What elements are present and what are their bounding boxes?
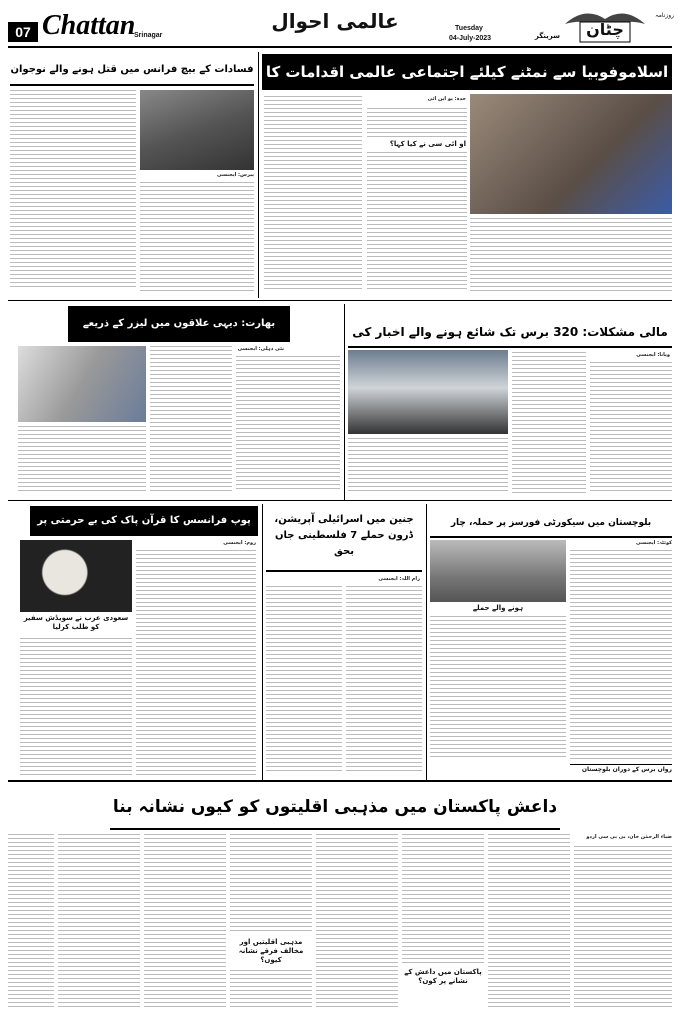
- islamophobia-body-col4: [470, 218, 672, 292]
- daesh-subheading-2: پاکستان میں داعش کے نشانے پر کون؟: [404, 968, 482, 985]
- jenin-body-col2: [266, 586, 342, 774]
- pope-body-col1: [136, 550, 256, 776]
- daesh-headline: داعش پاکستان میں مذہبی اقلیتوں کو کیوں نشانہ بنا: [110, 786, 560, 830]
- col-divider-4: [426, 504, 427, 780]
- france-byline: پیرس: ایجنسی: [216, 172, 254, 178]
- laser-byline: نئی دہلی: ایجنسی: [237, 346, 284, 352]
- laser-photo: [18, 346, 146, 422]
- row-divider-3: [8, 780, 672, 782]
- row-divider-2: [8, 500, 672, 501]
- france-body-col2: [140, 182, 254, 292]
- page-number: 07: [8, 22, 38, 42]
- laser-body-col2: [150, 346, 232, 492]
- paper-photo: [348, 350, 508, 434]
- masthead-city: سرینگر: [534, 32, 560, 40]
- daesh-body-col5: [230, 834, 312, 934]
- laser-headline: بھارت: دیہی علاقوں میں لیزر کے ذریعے: [68, 306, 290, 342]
- daesh-body-col4: [316, 834, 398, 1010]
- daesh-body-col9: [8, 834, 54, 1010]
- paper-headline: مالی مشکلات: 320 برس تک شائع ہونے والے اخبار کی: [348, 318, 672, 348]
- balochistan-caption: رواں برس کے دوران بلوچستان: [570, 764, 672, 776]
- masthead-day: Tuesday: [455, 25, 483, 32]
- islamophobia-body-col3: [264, 96, 362, 292]
- daesh-byline: ضیاء الرحمٰن خان، بی بی سی اردو: [586, 834, 672, 840]
- paper-body-col2: [512, 352, 586, 494]
- balochistan-body-col2: [430, 616, 566, 760]
- france-headline: فسادات کے بیچ فرانس میں قتل ہونے والے نوجوان: [10, 56, 254, 86]
- daesh-body-col6: [230, 970, 312, 1010]
- laser-body-col1: [236, 356, 340, 492]
- daesh-body-col1: [574, 846, 672, 1010]
- jenin-body-col1: [346, 586, 422, 774]
- islamophobia-body-col1: [367, 108, 467, 138]
- balochistan-body-col1: [570, 550, 672, 760]
- col-divider-3: [262, 504, 263, 780]
- pope-headline: پوپ فرانسس کا قرآن پاک کی بے حرمتی پر: [30, 506, 258, 536]
- paper-byline: ویانا: ایجنسی: [636, 352, 670, 358]
- daily-urdu: روزنامہ: [655, 12, 674, 19]
- daesh-body-col3: [402, 834, 484, 964]
- jenin-headline: جنین میں اسرائیلی آپریشن، ڈرون حملے 7 فلسطینی جاں بحق: [266, 508, 422, 572]
- daesh-body-col2: [488, 834, 570, 1010]
- jenin-byline: رام اللہ: ایجنسی: [378, 576, 420, 582]
- col-divider-2: [344, 304, 345, 500]
- brand-english: Chattan: [42, 10, 136, 41]
- balochistan-byline: کوئٹہ: ایجنسی: [635, 540, 672, 546]
- row-divider-1: [8, 300, 672, 301]
- daesh-body-col8: [58, 834, 140, 1010]
- balochistan-subheading: ہونے والے حملے: [472, 604, 524, 612]
- france-body-col1: [10, 90, 136, 290]
- section-title: عالمی احوال: [271, 9, 399, 33]
- islamophobia-photo: [470, 94, 672, 214]
- pope-body-col2: [20, 638, 132, 776]
- pope-subheading: سعودی عرب نے سویڈش سفیر کو طلب کرلیا: [23, 614, 129, 631]
- brand-city: Srinagar: [134, 32, 163, 39]
- balochistan-headline: بلوچستان میں سیکورٹی فورسز پر حملہ، چار: [430, 510, 672, 538]
- islamophobia-body-col2: [367, 152, 467, 292]
- balochistan-photo: [430, 540, 566, 602]
- france-photo: [140, 90, 254, 170]
- daesh-subheading-1: مذہبی اقلیتیں اور مخالف فرقے نشانہ کیوں؟: [238, 938, 304, 964]
- pope-photo: [20, 540, 132, 612]
- laser-body-col3: [18, 426, 146, 492]
- paper-body-col3: [348, 438, 508, 494]
- islamophobia-headline: اسلاموفوبیا سے نمٹنے کیلئے اجتماعی عالمی اقدامات کا: [262, 54, 672, 90]
- masthead-date: 04-July-2023: [448, 35, 492, 42]
- paper-body-col1: [590, 362, 672, 494]
- masthead-rule: [8, 46, 672, 48]
- daesh-body-col7: [144, 834, 226, 1010]
- col-divider: [258, 52, 259, 298]
- brand-urdu: چٹان: [586, 20, 624, 39]
- islamophobia-subheading: او آئی سی نے کیا کہا؟: [389, 140, 466, 148]
- pope-byline: روم: ایجنسی: [223, 540, 256, 546]
- islamophobia-byline: جدہ: یو این آئی: [427, 96, 466, 102]
